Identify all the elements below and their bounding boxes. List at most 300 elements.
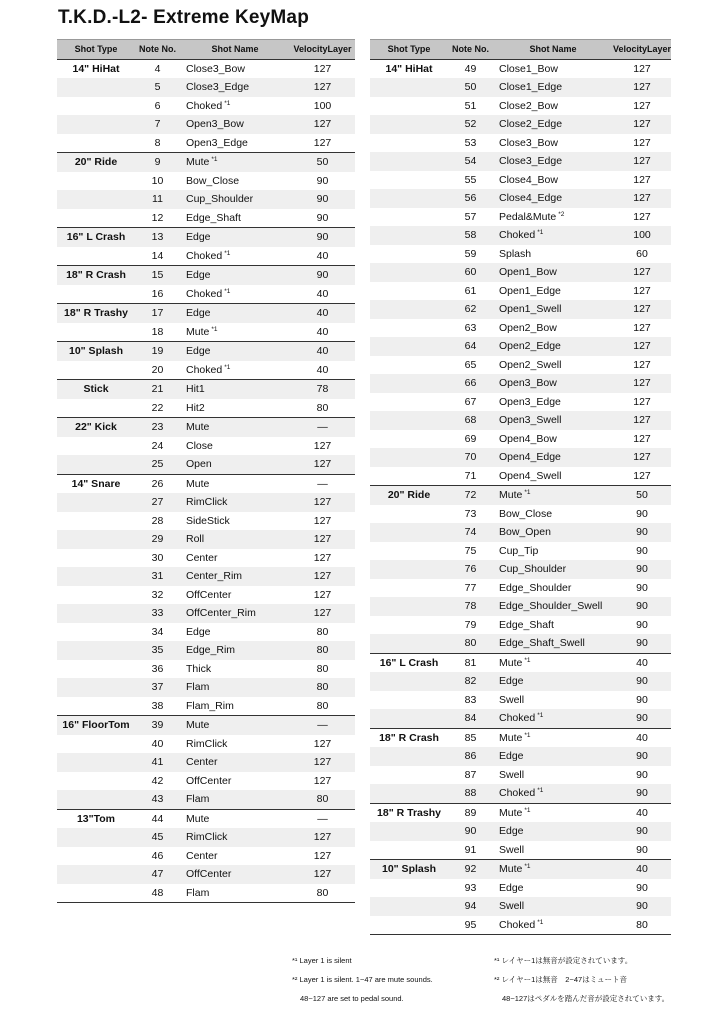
table-row [57, 380, 355, 399]
shot-type-cell [370, 208, 448, 227]
note-number-cell: 58 [448, 226, 493, 245]
note-number-cell: 23 [135, 418, 180, 437]
footnote-marker: *1 [224, 249, 231, 257]
shot-name-cell: Choked $^{*1}$ [186, 249, 231, 262]
shot-type-cell [370, 374, 448, 393]
table-row [370, 59, 671, 78]
shot-name-cell: Edge_Shaft [186, 211, 241, 224]
shot-name-cell: Choked $^{*1}$ [186, 287, 231, 300]
footnote-marker: *1 [524, 489, 531, 497]
velocity-layer-cell: 127 [313, 439, 332, 452]
shot-type-cell [57, 361, 135, 380]
velocity-layer-cell: 40 [290, 342, 355, 361]
table-row [57, 604, 355, 623]
shot-name-cell: Choked $^{*1}$ [186, 363, 231, 376]
note-number-cell: 25 [135, 455, 180, 474]
shot-type-cell: 18" R Trashy [370, 803, 448, 822]
velocity-layer-cell: 127 [613, 78, 671, 97]
table-row [370, 97, 671, 116]
note-number-cell: 51 [464, 99, 477, 112]
note-number-cell: 31 [135, 567, 180, 586]
velocity-layer-cell: 127 [613, 374, 671, 393]
shot-type-cell [57, 623, 135, 642]
shot-type-cell [370, 152, 448, 171]
note-number-cell: 40 [151, 737, 164, 750]
note-number-cell: 52 [448, 115, 493, 134]
table-row [370, 879, 671, 898]
note-number-cell: 92 [448, 860, 493, 879]
note-number-cell: 81 [448, 653, 493, 672]
table-row [370, 134, 671, 153]
note-number-cell: 37 [135, 678, 180, 697]
table-row [57, 190, 355, 209]
shot-name-cell: OffCenter [180, 865, 290, 884]
velocity-layer-cell: 127 [313, 737, 332, 750]
table-row [57, 697, 355, 716]
shot-type-cell [370, 97, 448, 116]
table-row [57, 361, 355, 380]
footnotes-japanese [494, 955, 669, 1004]
velocity-layer-cell: 40 [316, 287, 329, 300]
table-row [370, 448, 671, 467]
shot-name-cell: Open1_Edge [499, 284, 561, 297]
shot-name-cell: Flam [180, 678, 290, 697]
velocity-layer-cell: 80 [316, 699, 329, 712]
shot-type-cell [370, 672, 448, 691]
note-number-cell: 19 [135, 342, 180, 361]
shot-type-cell: 16" L Crash [370, 653, 448, 672]
table-row [370, 486, 671, 505]
table-row [57, 493, 355, 512]
shot-name-cell: RimClick [180, 493, 290, 512]
note-number-cell: 6 [154, 99, 161, 112]
shot-type-cell [370, 319, 448, 338]
table-row [57, 78, 355, 97]
shot-name-cell: Center [186, 849, 218, 862]
footnote-marker: *1 [211, 156, 218, 164]
shot-name-cell: Mute $^{*1}$ [493, 486, 613, 505]
table-header [57, 40, 355, 60]
table-row [370, 430, 671, 449]
velocity-layer-cell: 127 [290, 530, 355, 549]
note-number-cell: 67 [464, 395, 477, 408]
shot-name-cell: Edge [180, 228, 290, 247]
shot-type-cell: 14" HiHat [72, 62, 120, 75]
velocity-layer-cell: 127 [313, 62, 332, 75]
velocity-layer-cell: 40 [613, 803, 671, 822]
note-number-cell: 64 [448, 337, 493, 356]
shot-type-cell [370, 134, 448, 153]
velocity-layer-cell: 90 [636, 768, 648, 781]
table-row [57, 847, 355, 866]
velocity-layer-cell: 90 [613, 523, 671, 542]
shot-name-cell: Edge [493, 672, 613, 691]
table-row [57, 304, 355, 323]
table-row [57, 586, 355, 605]
shot-name-cell: Flam [180, 790, 290, 809]
velocity-layer-cell: 80 [290, 641, 355, 660]
shot-type-cell [57, 641, 135, 660]
velocity-layer-cell: 127 [633, 358, 651, 371]
table-row [370, 560, 671, 579]
velocity-layer-cell: 80 [613, 916, 671, 935]
footnote-marker: *1 [524, 863, 531, 871]
shot-type-cell [57, 865, 135, 884]
velocity-layer-cell: 80 [316, 625, 329, 638]
velocity-layer-cell: 40 [316, 363, 329, 376]
footnote-marker: *2 [558, 210, 565, 218]
shot-type-cell: Stick [57, 380, 135, 399]
shot-type-cell [370, 916, 448, 935]
note-number-cell: 72 [448, 486, 493, 505]
velocity-layer-cell: 90 [613, 747, 671, 766]
shot-type-cell: 18" R Crash [370, 728, 448, 747]
footnote-marker: *1 [524, 731, 531, 739]
shot-type-cell: 22" Kick [57, 418, 135, 437]
shot-name-cell: Roll [180, 530, 290, 549]
velocity-layer-cell: 90 [636, 544, 648, 557]
velocity-layer-cell: 40 [290, 304, 355, 323]
shot-name-cell: Splash [499, 247, 532, 260]
note-number-cell: 5 [135, 78, 180, 97]
note-number-cell: 34 [151, 625, 164, 638]
shot-type-cell [57, 790, 135, 809]
velocity-layer-cell: 90 [290, 190, 355, 209]
velocity-layer-cell: 80 [290, 884, 355, 903]
table-row [57, 209, 355, 228]
shot-name-cell: Bow_Close [186, 174, 240, 187]
shot-name-cell: Edge [493, 822, 613, 841]
velocity-layer-cell: — [290, 474, 355, 493]
note-number-cell: 63 [464, 321, 477, 334]
table-row [57, 512, 355, 531]
table-row [57, 549, 355, 568]
note-number-cell: 24 [151, 439, 164, 452]
shot-name-cell: Flam [180, 884, 290, 903]
table-row [57, 228, 355, 247]
table-row [370, 579, 671, 598]
velocity-layer-cell: 78 [290, 380, 355, 399]
footnote-2-en-cont: 48~127 are set to pedal sound. [300, 994, 404, 1003]
velocity-layer-cell: 90 [316, 211, 329, 224]
velocity-layer-cell: 80 [290, 790, 355, 809]
note-number-cell: 22 [151, 401, 164, 414]
table-row [370, 803, 671, 822]
note-number-cell: 62 [448, 300, 493, 319]
velocity-layer-cell: 40 [613, 728, 671, 747]
note-number-cell: 32 [151, 588, 164, 601]
footnote-1-en: *¹ Layer 1 is silent [292, 956, 352, 965]
table-row [370, 78, 671, 97]
shot-name-cell: RimClick [186, 737, 228, 750]
note-number-cell: 60 [448, 263, 493, 282]
shot-type-cell [370, 542, 448, 561]
shot-type-cell [370, 300, 448, 319]
note-number-cell: 86 [448, 747, 493, 766]
velocity-layer-cell: 90 [613, 597, 671, 616]
note-number-cell: 80 [448, 634, 493, 653]
table-row [370, 226, 671, 245]
note-number-cell: 9 [135, 153, 180, 172]
shot-name-cell: Open3_Swell [493, 411, 613, 430]
note-number-cell: 41 [135, 753, 180, 772]
shot-type-cell [370, 897, 448, 916]
note-number-cell: 78 [448, 597, 493, 616]
shot-type-cell [57, 828, 135, 847]
shot-type-cell: 16" FloorTom [57, 716, 135, 735]
shot-type-cell [57, 549, 135, 568]
shot-name-cell: Open2_Bow [499, 321, 557, 334]
table-row [370, 411, 671, 430]
footnote-2-en: *² Layer 1 is silent. 1~47 are mute sounds. [292, 975, 433, 984]
velocity-layer-cell: 127 [290, 493, 355, 512]
shot-name-cell: Pedal&Mute $^{*2}$ [499, 210, 565, 223]
table-row [370, 171, 671, 190]
velocity-layer-cell: 90 [636, 693, 648, 706]
note-number-cell: 93 [464, 881, 477, 894]
shot-name-cell: Bow_Open [493, 523, 613, 542]
footnotes-english [292, 955, 433, 1004]
shot-name-cell: Swell [493, 897, 613, 916]
footnote-marker: *1 [224, 99, 231, 107]
table-row [370, 709, 671, 728]
table-row [370, 766, 671, 785]
table-row [57, 437, 355, 456]
shot-name-cell: Open2_Swell [499, 358, 562, 371]
velocity-layer-cell: 127 [613, 411, 671, 430]
table-row [57, 678, 355, 697]
shot-type-cell [57, 530, 135, 549]
table-body-left [57, 59, 355, 903]
shot-type-cell [57, 247, 135, 266]
shot-name-cell: Close [186, 439, 213, 452]
table-row [57, 865, 355, 884]
note-number-cell: 95 [448, 916, 493, 935]
shot-type-cell [57, 455, 135, 474]
note-number-cell: 15 [135, 266, 180, 285]
table-row [370, 597, 671, 616]
note-number-cell: 38 [151, 699, 164, 712]
footnote-marker: *1 [537, 918, 544, 926]
velocity-layer-cell: 127 [313, 774, 332, 787]
shot-type-cell [370, 356, 448, 375]
shot-name-cell: OffCenter [186, 588, 232, 601]
note-number-cell: 59 [464, 247, 477, 260]
velocity-layer-cell: 127 [613, 263, 671, 282]
table-row [370, 505, 671, 524]
shot-type-cell: 10" Splash [370, 860, 448, 879]
note-number-cell: 53 [464, 136, 477, 149]
velocity-layer-cell: 50 [290, 153, 355, 172]
velocity-layer-cell: 80 [316, 401, 329, 414]
velocity-layer-cell: 127 [633, 173, 651, 186]
shot-type-cell: 20" Ride [370, 486, 448, 505]
note-number-cell: 45 [135, 828, 180, 847]
note-number-cell: 12 [151, 211, 164, 224]
note-number-cell: 17 [135, 304, 180, 323]
shot-type-cell [370, 616, 448, 635]
footnote-2-jp-cont: 48~127はペダルを踏んだ音が設定されています。 [502, 994, 670, 1003]
table-row [57, 567, 355, 586]
shot-type-cell [57, 115, 135, 134]
table-row [370, 691, 671, 710]
shot-type-cell [370, 691, 448, 710]
velocity-layer-cell: 90 [613, 822, 671, 841]
table-row [57, 623, 355, 642]
shot-type-cell: 16" L Crash [57, 228, 135, 247]
table-row [370, 542, 671, 561]
shot-type-cell [370, 189, 448, 208]
header-velocity-layer: VelocityLayer [290, 40, 355, 60]
footnote-marker: *1 [211, 325, 218, 333]
note-number-cell: 36 [151, 662, 164, 675]
shot-name-cell: Center_Rim [180, 567, 290, 586]
shot-type-cell [57, 847, 135, 866]
shot-type-cell [370, 226, 448, 245]
note-number-cell: 77 [464, 581, 477, 594]
shot-type-cell [57, 567, 135, 586]
velocity-layer-cell: 90 [636, 618, 648, 631]
shot-type-cell [57, 209, 135, 228]
table-row [57, 474, 355, 493]
shot-name-cell: Mute $^{*1}$ [493, 860, 613, 879]
shot-type-cell [370, 560, 448, 579]
header-velocity-layer: VelocityLayer [613, 40, 671, 60]
shot-name-cell: Mute [180, 474, 290, 493]
shot-type-cell [57, 772, 135, 791]
footnote-marker: *1 [524, 656, 531, 664]
shot-type-cell [370, 171, 448, 190]
note-number-cell: 26 [135, 474, 180, 493]
shot-name-cell: Close3_Edge [180, 78, 290, 97]
note-number-cell: 42 [151, 774, 164, 787]
velocity-layer-cell: 90 [290, 228, 355, 247]
table-row [57, 399, 355, 418]
table-row [57, 790, 355, 809]
velocity-layer-cell: 127 [290, 455, 355, 474]
table-row [370, 189, 671, 208]
footnote-1-jp: *¹ レイヤー1は無音が設定されています。 [494, 956, 633, 965]
footnote-2-jp: *² レイヤー1は無音 2~47はミュート音 [494, 975, 628, 984]
shot-name-cell: Edge [180, 342, 290, 361]
note-number-cell: 82 [448, 672, 493, 691]
shot-type-cell [57, 399, 135, 418]
shot-type-cell [370, 822, 448, 841]
velocity-layer-cell: 100 [613, 226, 671, 245]
shot-type-cell [370, 393, 448, 412]
shot-type-cell [370, 634, 448, 653]
table-row [57, 323, 355, 342]
shot-name-cell: Center [186, 551, 218, 564]
velocity-layer-cell: 127 [290, 753, 355, 772]
note-number-cell: 49 [464, 62, 477, 75]
note-number-cell: 76 [448, 560, 493, 579]
shot-name-cell: Edge [180, 266, 290, 285]
table-row [370, 374, 671, 393]
table-row [57, 285, 355, 304]
shot-type-cell [370, 411, 448, 430]
shot-name-cell: Bow_Close [499, 507, 553, 520]
table-row [57, 247, 355, 266]
table-row [370, 115, 671, 134]
shot-name-cell: RimClick [180, 828, 290, 847]
velocity-layer-cell: 127 [313, 551, 332, 564]
shot-name-cell: Choked $^{*1}$ [493, 784, 613, 803]
velocity-layer-cell: 40 [613, 653, 671, 672]
table-row [57, 660, 355, 679]
note-number-cell: 39 [135, 716, 180, 735]
note-number-cell: 33 [135, 604, 180, 623]
table-row [57, 134, 355, 153]
header-shot-type: Shot Type [370, 40, 448, 60]
velocity-layer-cell: 90 [613, 672, 671, 691]
table-row [370, 300, 671, 319]
note-number-cell: 87 [464, 768, 477, 781]
note-number-cell: 47 [135, 865, 180, 884]
shot-name-cell: Mute [180, 809, 290, 828]
velocity-layer-cell: 127 [633, 469, 651, 482]
shot-name-cell: Close3_Edge [493, 152, 613, 171]
note-number-cell: 94 [448, 897, 493, 916]
note-number-cell: 16 [151, 287, 164, 300]
table-row [370, 208, 671, 227]
note-number-cell: 75 [464, 544, 477, 557]
note-number-cell: 44 [135, 809, 180, 828]
velocity-layer-cell: 40 [316, 249, 329, 262]
footnote-marker: *1 [537, 712, 544, 720]
velocity-layer-cell: 80 [316, 662, 329, 675]
note-number-cell: 8 [154, 136, 161, 149]
shot-name-cell: Swell [499, 693, 525, 706]
shot-name-cell: Close1_Bow [499, 62, 558, 75]
note-number-cell: 66 [448, 374, 493, 393]
table-row [370, 616, 671, 635]
velocity-layer-cell: 127 [613, 115, 671, 134]
note-number-cell: 4 [154, 62, 161, 75]
velocity-layer-cell: 127 [613, 152, 671, 171]
shot-type-cell [57, 586, 135, 605]
table-row [370, 897, 671, 916]
table-row [370, 152, 671, 171]
shot-type-cell [370, 448, 448, 467]
shot-type-cell: 14" Snare [57, 474, 135, 493]
shot-name-cell: Close4_Edge [493, 189, 613, 208]
velocity-layer-cell: 127 [633, 321, 651, 334]
shot-name-cell: Edge_Shoulder [499, 581, 572, 594]
velocity-layer-cell: 80 [290, 678, 355, 697]
velocity-layer-cell: 40 [613, 860, 671, 879]
table-row [370, 282, 671, 301]
shot-name-cell: OffCenter [186, 774, 232, 787]
velocity-layer-cell: 90 [613, 897, 671, 916]
shot-name-cell: Thick [186, 662, 212, 675]
shot-type-cell [57, 190, 135, 209]
table-row [370, 337, 671, 356]
note-number-cell: 85 [448, 728, 493, 747]
table-row [57, 828, 355, 847]
note-number-cell: 46 [151, 849, 164, 862]
shot-name-cell: Hit2 [186, 401, 205, 414]
note-number-cell: 48 [135, 884, 180, 903]
velocity-layer-cell: 90 [613, 634, 671, 653]
shot-name-cell: Edge_Shaft_Swell [493, 634, 613, 653]
velocity-layer-cell: — [290, 809, 355, 828]
shot-name-cell: Choked $^{*1}$ [493, 709, 613, 728]
shot-name-cell: Center [180, 753, 290, 772]
velocity-layer-cell: 90 [613, 560, 671, 579]
note-number-cell: 91 [464, 843, 477, 856]
keymap-table-right [370, 39, 671, 935]
